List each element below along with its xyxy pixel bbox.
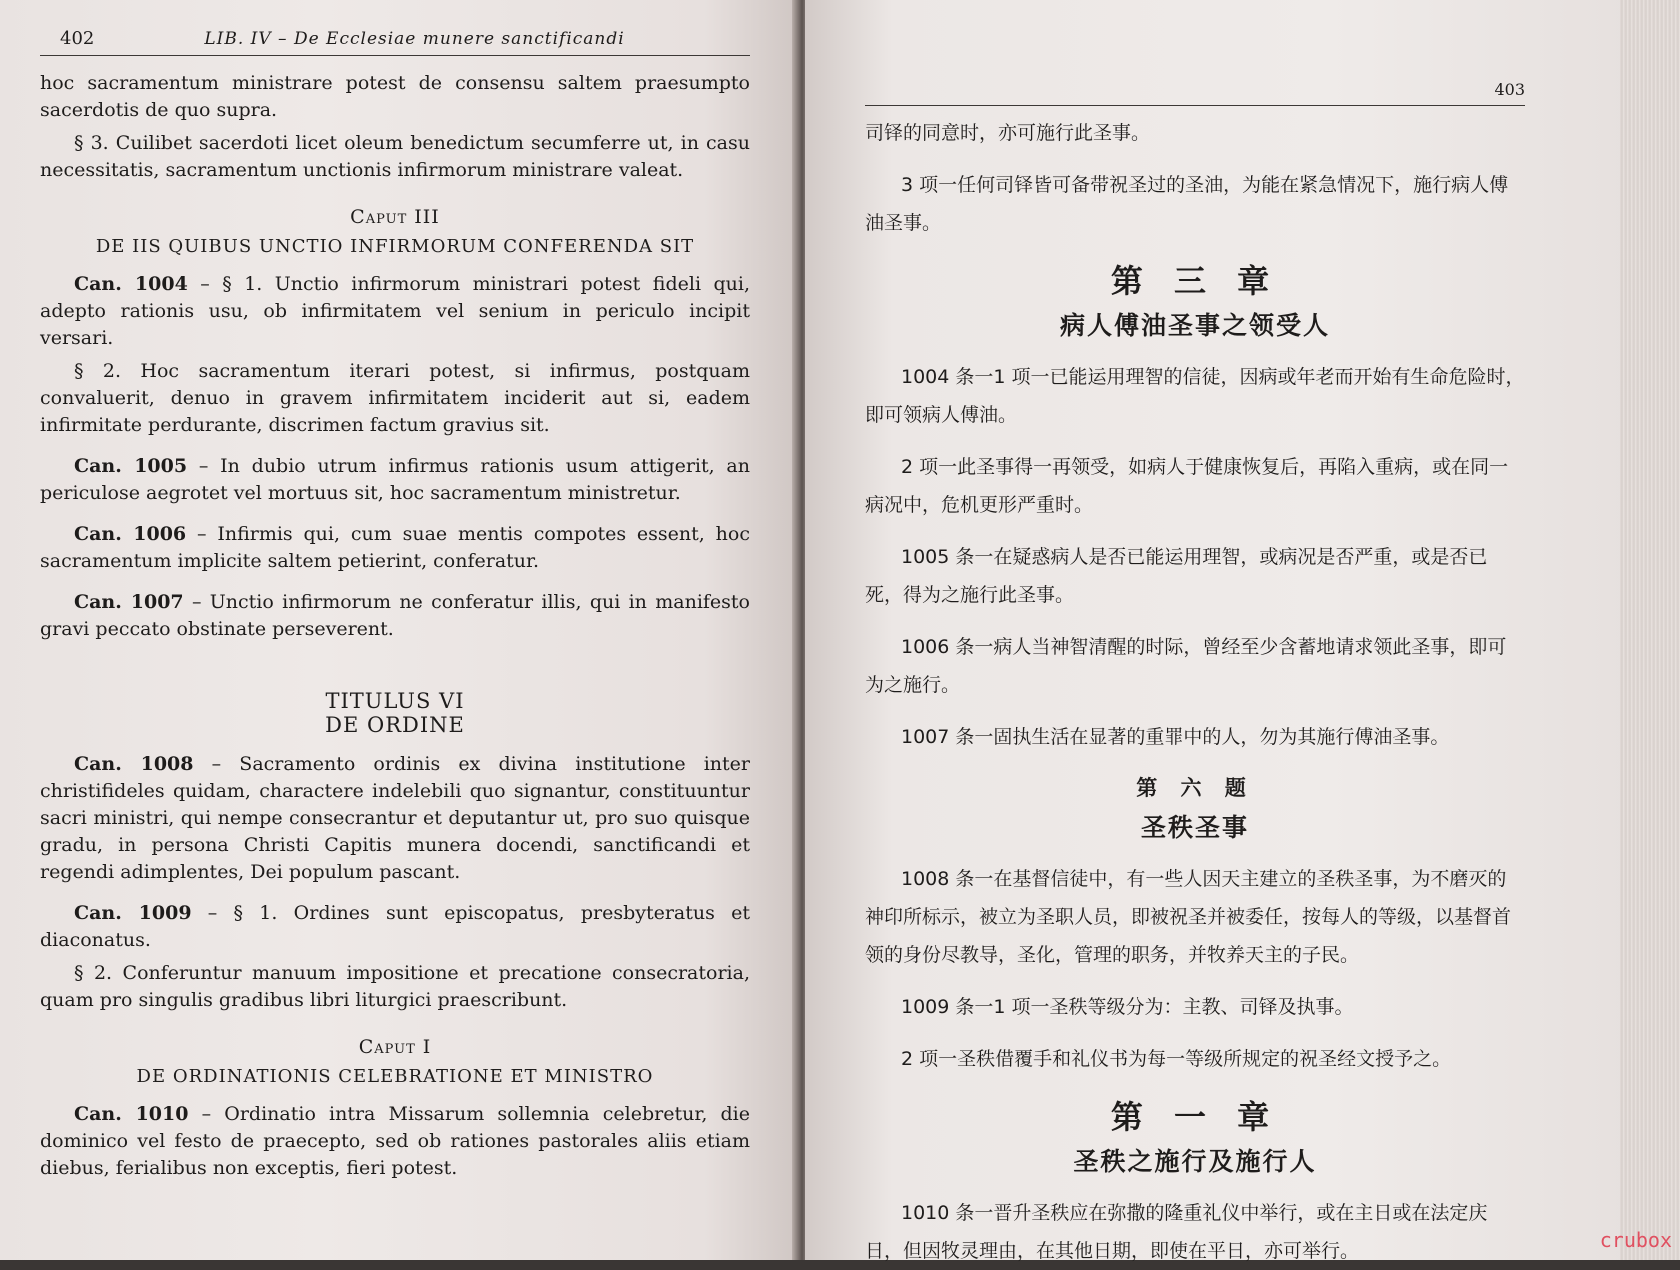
canon-label: Can. 1009 <box>74 902 192 924</box>
header-rule-left <box>40 55 750 56</box>
canon-1006 <box>40 521 750 575</box>
article-1010: 1010 条一晋升圣秩应在弥撒的隆重礼仪中举行，或在主日或在法定庆日，但因牧灵理由，在其他日期，即使在平日，亦可举行。 <box>865 1202 1488 1262</box>
canon-label: Can. 1006 <box>74 523 187 545</box>
chinese-text <box>865 114 1530 1270</box>
canon-text: – Sacramento ordinis ex divina institutione inter christifideles quidam, charactere indelebili quo signantur, constituuntur sacri ministri, qui nempe consecrantur et deputantur ut, pro suo quisque gradu, in persona Christi Capitis munera docendi, sanctificandi et regendi adimplentes, Dei populum pascant. <box>40 753 751 883</box>
spacer <box>40 649 750 689</box>
canon-text: – Ordinatio intra Missarum sollemnia celebretur, die dominico vel festo de praecepto, sed ob rationes pastorales aliis etiam diebus, ferialibus non exceptis, fieri potest. <box>40 1103 750 1179</box>
canon-text: – § 1. Unctio infirmorum ministrari potest fideli qui, adepto rationis usu, ob infirmitatem vel senium in periculo incipit versari. <box>40 273 750 349</box>
article-1009-1: 1009 条一1 项一圣秩等级分为：主教、司铎及执事。 <box>901 996 1354 1018</box>
caput-iii-title: DE IIS QUIBUS UNCTIO INFIRMORUM CONFERENDA SIT <box>95 236 695 257</box>
chapter-1-heading: 第 一 章 <box>1110 1098 1280 1136</box>
canon-label: Can. 1010 <box>74 1103 189 1125</box>
latin-text <box>40 70 750 1182</box>
canon-text: – § 1. Ordines sunt episcopatus, presbyteratus et diaconatus. <box>40 902 751 951</box>
title-6-name: 圣秩圣事 <box>1140 813 1249 842</box>
canon-1005 <box>40 453 750 507</box>
canon-1009 <box>40 900 750 954</box>
article-1004-1: 1004 条一1 项一已能运用理智的信徒，因病或年老而开始有生命危险时，即可领病人傅油。 <box>865 366 1525 426</box>
title-6-heading: 第 六 题 <box>1136 776 1254 800</box>
article-1007: 1007 条一固执生活在显著的重罪中的人，勿为其施行傅油圣事。 <box>901 726 1450 748</box>
page-number-right: 403 <box>1494 80 1525 99</box>
page-edges <box>1620 0 1680 1260</box>
caput-i-title: DE ORDINATIONIS CELEBRATIONE ET MINISTRO <box>136 1066 654 1087</box>
chapter-3-title: 病人傅油圣事之领受人 <box>1059 311 1330 340</box>
canon-1009-s2: § 2. Conferuntur manuum impositione et precatione consecratoria, quam pro singulis gradibus libri liturgici praescribunt. <box>40 962 750 1011</box>
right-page <box>805 0 1680 1260</box>
article-1006: 1006 条一病人当神智清醒的时际，曾经至少含蓄地请求领此圣事，即可为之施行。 <box>865 636 1507 696</box>
running-head-right <box>865 80 1525 106</box>
article-1008: 1008 条一在基督信徒中，有一些人因天主建立的圣秩圣事，为不磨灭的神印所标示，被立为圣职人员，即被祝圣并被委任，按每人的等级，以基督首领的身份尽教导，圣化，管理的职务，并牧养天主的子民。 <box>865 868 1512 966</box>
titulus-name: DE ORDINE <box>325 713 465 737</box>
canon-1008 <box>40 751 750 886</box>
canon-text: – Infirmis qui, cum suae mentis compotes essent, hoc sacramentum implicite saltem petierint, conferatur. <box>40 523 750 572</box>
running-head-left <box>40 28 750 49</box>
article-1005: 1005 条一在疑惑病人是否已能运用理智，或病况是否严重，或是否已死，得为之施行此圣事。 <box>865 546 1488 606</box>
article-1004-2: 2 项一此圣事得一再领受，如病人于健康恢复后，再陷入重病，或在同一病况中，危机更形严重时。 <box>865 456 1509 516</box>
chapter-1-title: 圣秩之施行及施行人 <box>1073 1147 1317 1176</box>
caput-iii-heading: Caput III <box>350 206 440 228</box>
watermark-text: crubox <box>1599 1228 1672 1252</box>
canon-1010 <box>40 1101 750 1182</box>
paragraph-continuation: hoc sacramentum ministrare potest de consensu saltem praesumpto sacerdotis de quo supra. <box>40 72 750 121</box>
article-1009-2: 2 项一圣秩借覆手和礼仪书为每一等级所规定的祝圣经文授予之。 <box>901 1048 1452 1070</box>
chapter-3-heading: 第 三 章 <box>1110 262 1280 300</box>
running-title: LIB. IV – De Ecclesiae munere sanctificandi <box>204 29 625 49</box>
canon-1004-s2: § 2. Hoc sacramentum iterari potest, si infirmus, postquam convaluerit, denuo in gravem infirmitatem inciderit aut si, eadem infirmitate perdurante, discrimen factum gravius sit. <box>40 360 750 436</box>
canon-text: – Unctio infirmorum ne conferatur illis, qui in manifesto gravi peccato obstinate perseverent. <box>40 591 750 640</box>
canon-label: Can. 1008 <box>74 753 194 775</box>
page-number-left: 402 <box>60 28 95 49</box>
canon-label: Can. 1005 <box>74 455 188 477</box>
paragraph-3-zh: 3 项一任何司铎皆可备带祝圣过的圣油，为能在紧急情况下，施行病人傅油圣事。 <box>865 174 1509 234</box>
canon-1007 <box>40 589 750 643</box>
canon-1004 <box>40 271 750 352</box>
caput-i-heading: Caput I <box>358 1036 432 1058</box>
paragraph-continuation-zh: 司铎的同意时，亦可施行此圣事。 <box>865 122 1151 144</box>
canon-label: Can. 1007 <box>74 591 184 613</box>
canon-label: Can. 1004 <box>74 273 188 295</box>
paragraph-s3: § 3. Cuilibet sacerdoti licet oleum benedictum secumferre ut, in casu necessitatis, sacramentum unctionis infirmorum ministrare valeat. <box>40 132 750 181</box>
titulus-heading: TITULUS VI <box>325 689 465 713</box>
canon-text: – In dubio utrum infirmus rationis usum attigerit, an periculose aegrotet vel mortuus sit, hoc sacramentum ministretur. <box>40 455 750 504</box>
left-page <box>0 0 800 1260</box>
